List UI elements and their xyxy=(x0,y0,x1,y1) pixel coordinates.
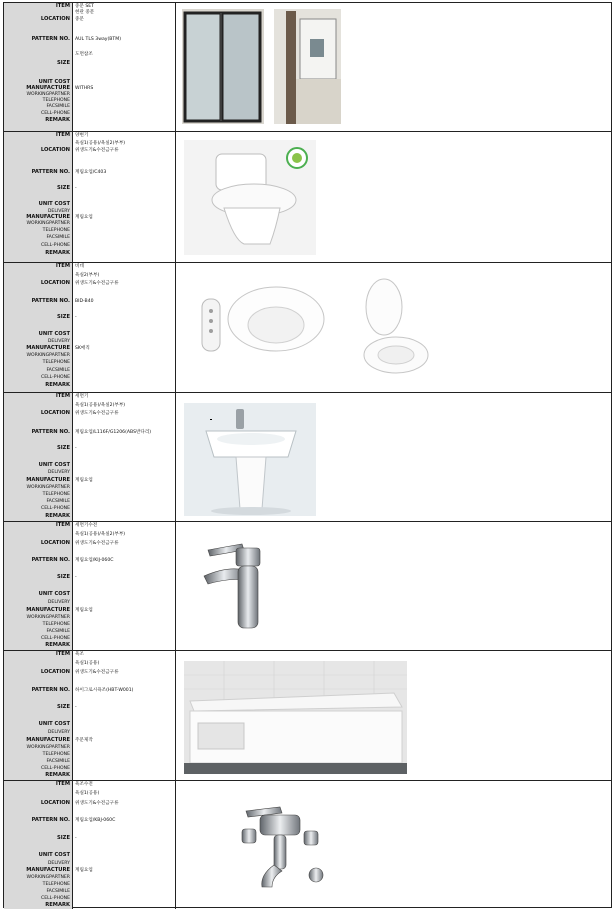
value-size: - xyxy=(75,446,77,451)
label-size: SIZE xyxy=(57,60,70,66)
label-pattern-no: PATTERN NO. xyxy=(31,169,70,175)
spec-section-toilet xyxy=(4,131,611,262)
label-location: LOCATION xyxy=(40,669,70,675)
label-size: SIZE xyxy=(57,185,70,191)
value-size: - xyxy=(75,836,77,841)
label-cell-phone: CELL-PHONE xyxy=(41,111,70,116)
label-telephone: TELEPHONE xyxy=(42,752,70,757)
label-cell-phone: CELL-PHONE xyxy=(41,896,70,901)
label-column xyxy=(4,651,73,780)
label-telephone: TELEPHONE xyxy=(42,98,70,103)
label-pattern-no: PATTERN NO. xyxy=(31,557,70,563)
value-size: - xyxy=(75,705,77,710)
label-delivery: DELIVERY xyxy=(47,339,70,344)
value-item: 양변기 xyxy=(75,133,89,138)
label-item: ITEM xyxy=(55,132,70,138)
label-working-partner: WORKINGPARTNER xyxy=(26,615,70,620)
label-unit-cost: UNIT COST xyxy=(38,79,70,85)
label-telephone: TELEPHONE xyxy=(42,882,70,887)
spec-section-washbasin xyxy=(4,392,611,521)
spec-section-door xyxy=(4,3,611,131)
label-working-partner: WORKINGPARTNER xyxy=(26,353,70,358)
label-delivery: DELIVERY xyxy=(47,600,70,605)
value-column xyxy=(73,132,176,262)
label-working-partner: WORKINGPARTNER xyxy=(26,485,70,490)
label-telephone: TELEPHONE xyxy=(42,492,70,497)
label-pattern-no: PATTERN NO. xyxy=(31,687,70,693)
value-manufacture: 계림요업 xyxy=(75,215,93,220)
label-manufacture: MANUFACTURE xyxy=(26,737,70,743)
label-unit-cost: UNIT COST xyxy=(38,591,70,597)
label-column xyxy=(4,781,73,909)
value-column xyxy=(73,781,176,909)
label-manufacture: MANUFACTURE xyxy=(26,85,70,91)
value-pattern-no: 하이그로시욕조(HBT-W001) xyxy=(75,688,134,693)
label-facsimile: FACSIMILE xyxy=(46,368,70,373)
spec-section-bath-faucet xyxy=(4,780,611,909)
label-size: SIZE xyxy=(57,445,70,451)
label-item: ITEM xyxy=(55,263,70,269)
value-pattern-no: AUL TLS 3way(BTM) xyxy=(75,37,121,42)
label-size: SIZE xyxy=(57,704,70,710)
label-working-partner: WORKINGPARTNER xyxy=(26,221,70,226)
label-facsimile: FACSIMILE xyxy=(46,499,70,504)
value-location-sub: 위생도기&수전금구류 xyxy=(75,801,119,806)
photo-cell xyxy=(176,3,611,131)
value-manufacture: 계림요업 xyxy=(75,478,93,483)
photo-cell xyxy=(176,263,611,392)
label-delivery: DELIVERY xyxy=(47,730,70,735)
label-working-partner: WORKINGPARTNER xyxy=(26,875,70,880)
washbasin-photo xyxy=(184,403,316,516)
photo-cell xyxy=(176,651,611,780)
label-size: SIZE xyxy=(57,574,70,580)
value-pattern-no: 계림요업/L116F/G1206(ABS반다리) xyxy=(75,430,152,435)
value-pattern-no: 계림요업/C403 xyxy=(75,170,107,175)
bathtub-photo xyxy=(184,661,407,774)
label-manufacture: MANUFACTURE xyxy=(26,607,70,613)
label-column xyxy=(4,3,73,131)
label-working-partner: WORKINGPARTNER xyxy=(26,92,70,97)
label-cell-phone: CELL-PHONE xyxy=(41,506,70,511)
value-location-sub: 위생도기&수전금구류 xyxy=(75,281,119,286)
label-column xyxy=(4,132,73,262)
photo-cell xyxy=(176,393,611,521)
value-item: 중문 SET xyxy=(75,4,94,9)
label-column xyxy=(4,263,73,392)
value-manufacture: 주문제작 xyxy=(75,738,93,743)
label-location: LOCATION xyxy=(40,280,70,286)
value-pattern-no: 계림요업/KIJ-060C xyxy=(75,558,114,563)
label-column xyxy=(4,393,73,521)
label-cell-phone: CELL-PHONE xyxy=(41,243,70,248)
label-manufacture: MANUFACTURE xyxy=(26,867,70,873)
label-working-partner: WORKINGPARTNER xyxy=(26,745,70,750)
label-location: LOCATION xyxy=(40,540,70,546)
bidet-photo xyxy=(196,277,451,382)
value-column xyxy=(73,522,176,650)
label-pattern-no: PATTERN NO. xyxy=(31,429,70,435)
basin-faucet-photo xyxy=(198,540,288,632)
label-delivery: DELIVERY xyxy=(47,470,70,475)
sliding-door-photo xyxy=(182,9,342,127)
value-column xyxy=(73,3,176,131)
value-item: 세면기수전 xyxy=(75,523,98,528)
label-facsimile: FACSIMILE xyxy=(46,759,70,764)
label-item: ITEM xyxy=(55,651,70,657)
value-location: 욕실2(부부) xyxy=(75,273,100,278)
label-location: LOCATION xyxy=(40,16,70,22)
label-unit-cost: UNIT COST xyxy=(38,852,70,858)
value-pattern-no-sub: 도면참조 xyxy=(75,52,93,57)
value-location-sub: 위생도기&수전금구류 xyxy=(75,670,119,675)
label-unit-cost: UNIT COST xyxy=(38,721,70,727)
value-item: 욕조 xyxy=(75,652,84,657)
photo-cell xyxy=(176,522,611,650)
label-delivery: DELIVERY xyxy=(47,861,70,866)
value-location-sub: 위생도기&수전금구류 xyxy=(75,411,119,416)
label-manufacture: MANUFACTURE xyxy=(26,477,70,483)
label-remark: REMARK xyxy=(45,117,70,123)
label-item: ITEM xyxy=(55,393,70,399)
label-facsimile: FACSIMILE xyxy=(46,889,70,894)
spec-section-basin-faucet xyxy=(4,521,611,650)
label-location: LOCATION xyxy=(40,800,70,806)
value-location-sub: 위생도기&수전금구류 xyxy=(75,148,119,153)
spec-section-bidet xyxy=(4,262,611,392)
label-item: ITEM xyxy=(55,781,70,787)
value-location: 욕실1(공용) xyxy=(75,791,100,796)
value-item: 세면기 xyxy=(75,394,89,399)
value-size: - xyxy=(75,186,77,191)
label-telephone: TELEPHONE xyxy=(42,228,70,233)
label-unit-cost: UNIT COST xyxy=(38,201,70,207)
label-manufacture: MANUFACTURE xyxy=(26,214,70,220)
value-manufacture: 계림요업 xyxy=(75,868,93,873)
value-item: 욕조수전 xyxy=(75,782,93,787)
label-cell-phone: CELL-PHONE xyxy=(41,766,70,771)
label-location: LOCATION xyxy=(40,147,70,153)
label-remark: REMARK xyxy=(45,642,70,648)
value-location: 욕실1(공용) xyxy=(75,661,100,666)
label-item: ITEM xyxy=(55,3,70,9)
label-size: SIZE xyxy=(57,314,70,320)
label-pattern-no: PATTERN NO. xyxy=(31,817,70,823)
label-location: LOCATION xyxy=(40,410,70,416)
value-pattern-no: BID-B40 xyxy=(75,299,94,304)
value-location: 욕실1(공용)/욕실2(부부) xyxy=(75,532,126,537)
value-manufacture: WITHRS xyxy=(75,86,94,91)
value-size: - xyxy=(75,575,77,580)
label-remark: REMARK xyxy=(45,513,70,519)
label-size: SIZE xyxy=(57,835,70,841)
value-column xyxy=(73,393,176,521)
label-remark: REMARK xyxy=(45,250,70,256)
label-cell-phone: CELL-PHONE xyxy=(41,375,70,380)
label-telephone: TELEPHONE xyxy=(42,622,70,627)
label-facsimile: FACSIMILE xyxy=(46,235,70,240)
toilet-photo xyxy=(184,140,316,255)
value-location-sub: 중문 xyxy=(75,17,84,22)
photo-cell xyxy=(176,132,611,262)
value-location: 욕실1(공용)/욕실2(부부) xyxy=(75,141,126,146)
bath-faucet-photo xyxy=(224,805,334,905)
spec-sheet xyxy=(3,2,612,908)
label-cell-phone: CELL-PHONE xyxy=(41,636,70,641)
label-pattern-no: PATTERN NO. xyxy=(31,36,70,42)
value-location: 욕실1(공용)/욕실2(부부) xyxy=(75,403,126,408)
value-column xyxy=(73,263,176,392)
value-location-sub: 위생도기&수전금구류 xyxy=(75,541,119,546)
label-remark: REMARK xyxy=(45,382,70,388)
value-column xyxy=(73,651,176,780)
value-pattern-no: 계림요업/KBJ-060C xyxy=(75,818,116,823)
label-remark: REMARK xyxy=(45,772,70,778)
value-size: - xyxy=(75,315,77,320)
value-manufacture: 계림요업 xyxy=(75,608,93,613)
spec-section-bathtub xyxy=(4,650,611,780)
label-pattern-no: PATTERN NO. xyxy=(31,298,70,304)
value-item: 비데 xyxy=(75,264,84,269)
value-location: 현관 중문 xyxy=(75,10,95,15)
label-item: ITEM xyxy=(55,522,70,528)
label-delivery: DELIVERY xyxy=(47,209,70,214)
label-facsimile: FACSIMILE xyxy=(46,104,70,109)
value-manufacture: SK매직 xyxy=(75,346,90,351)
label-unit-cost: UNIT COST xyxy=(38,462,70,468)
label-unit-cost: UNIT COST xyxy=(38,331,70,337)
label-manufacture: MANUFACTURE xyxy=(26,345,70,351)
label-facsimile: FACSIMILE xyxy=(46,629,70,634)
label-remark: REMARK xyxy=(45,902,70,908)
photo-cell xyxy=(176,781,611,909)
label-column xyxy=(4,522,73,650)
label-telephone: TELEPHONE xyxy=(42,360,70,365)
